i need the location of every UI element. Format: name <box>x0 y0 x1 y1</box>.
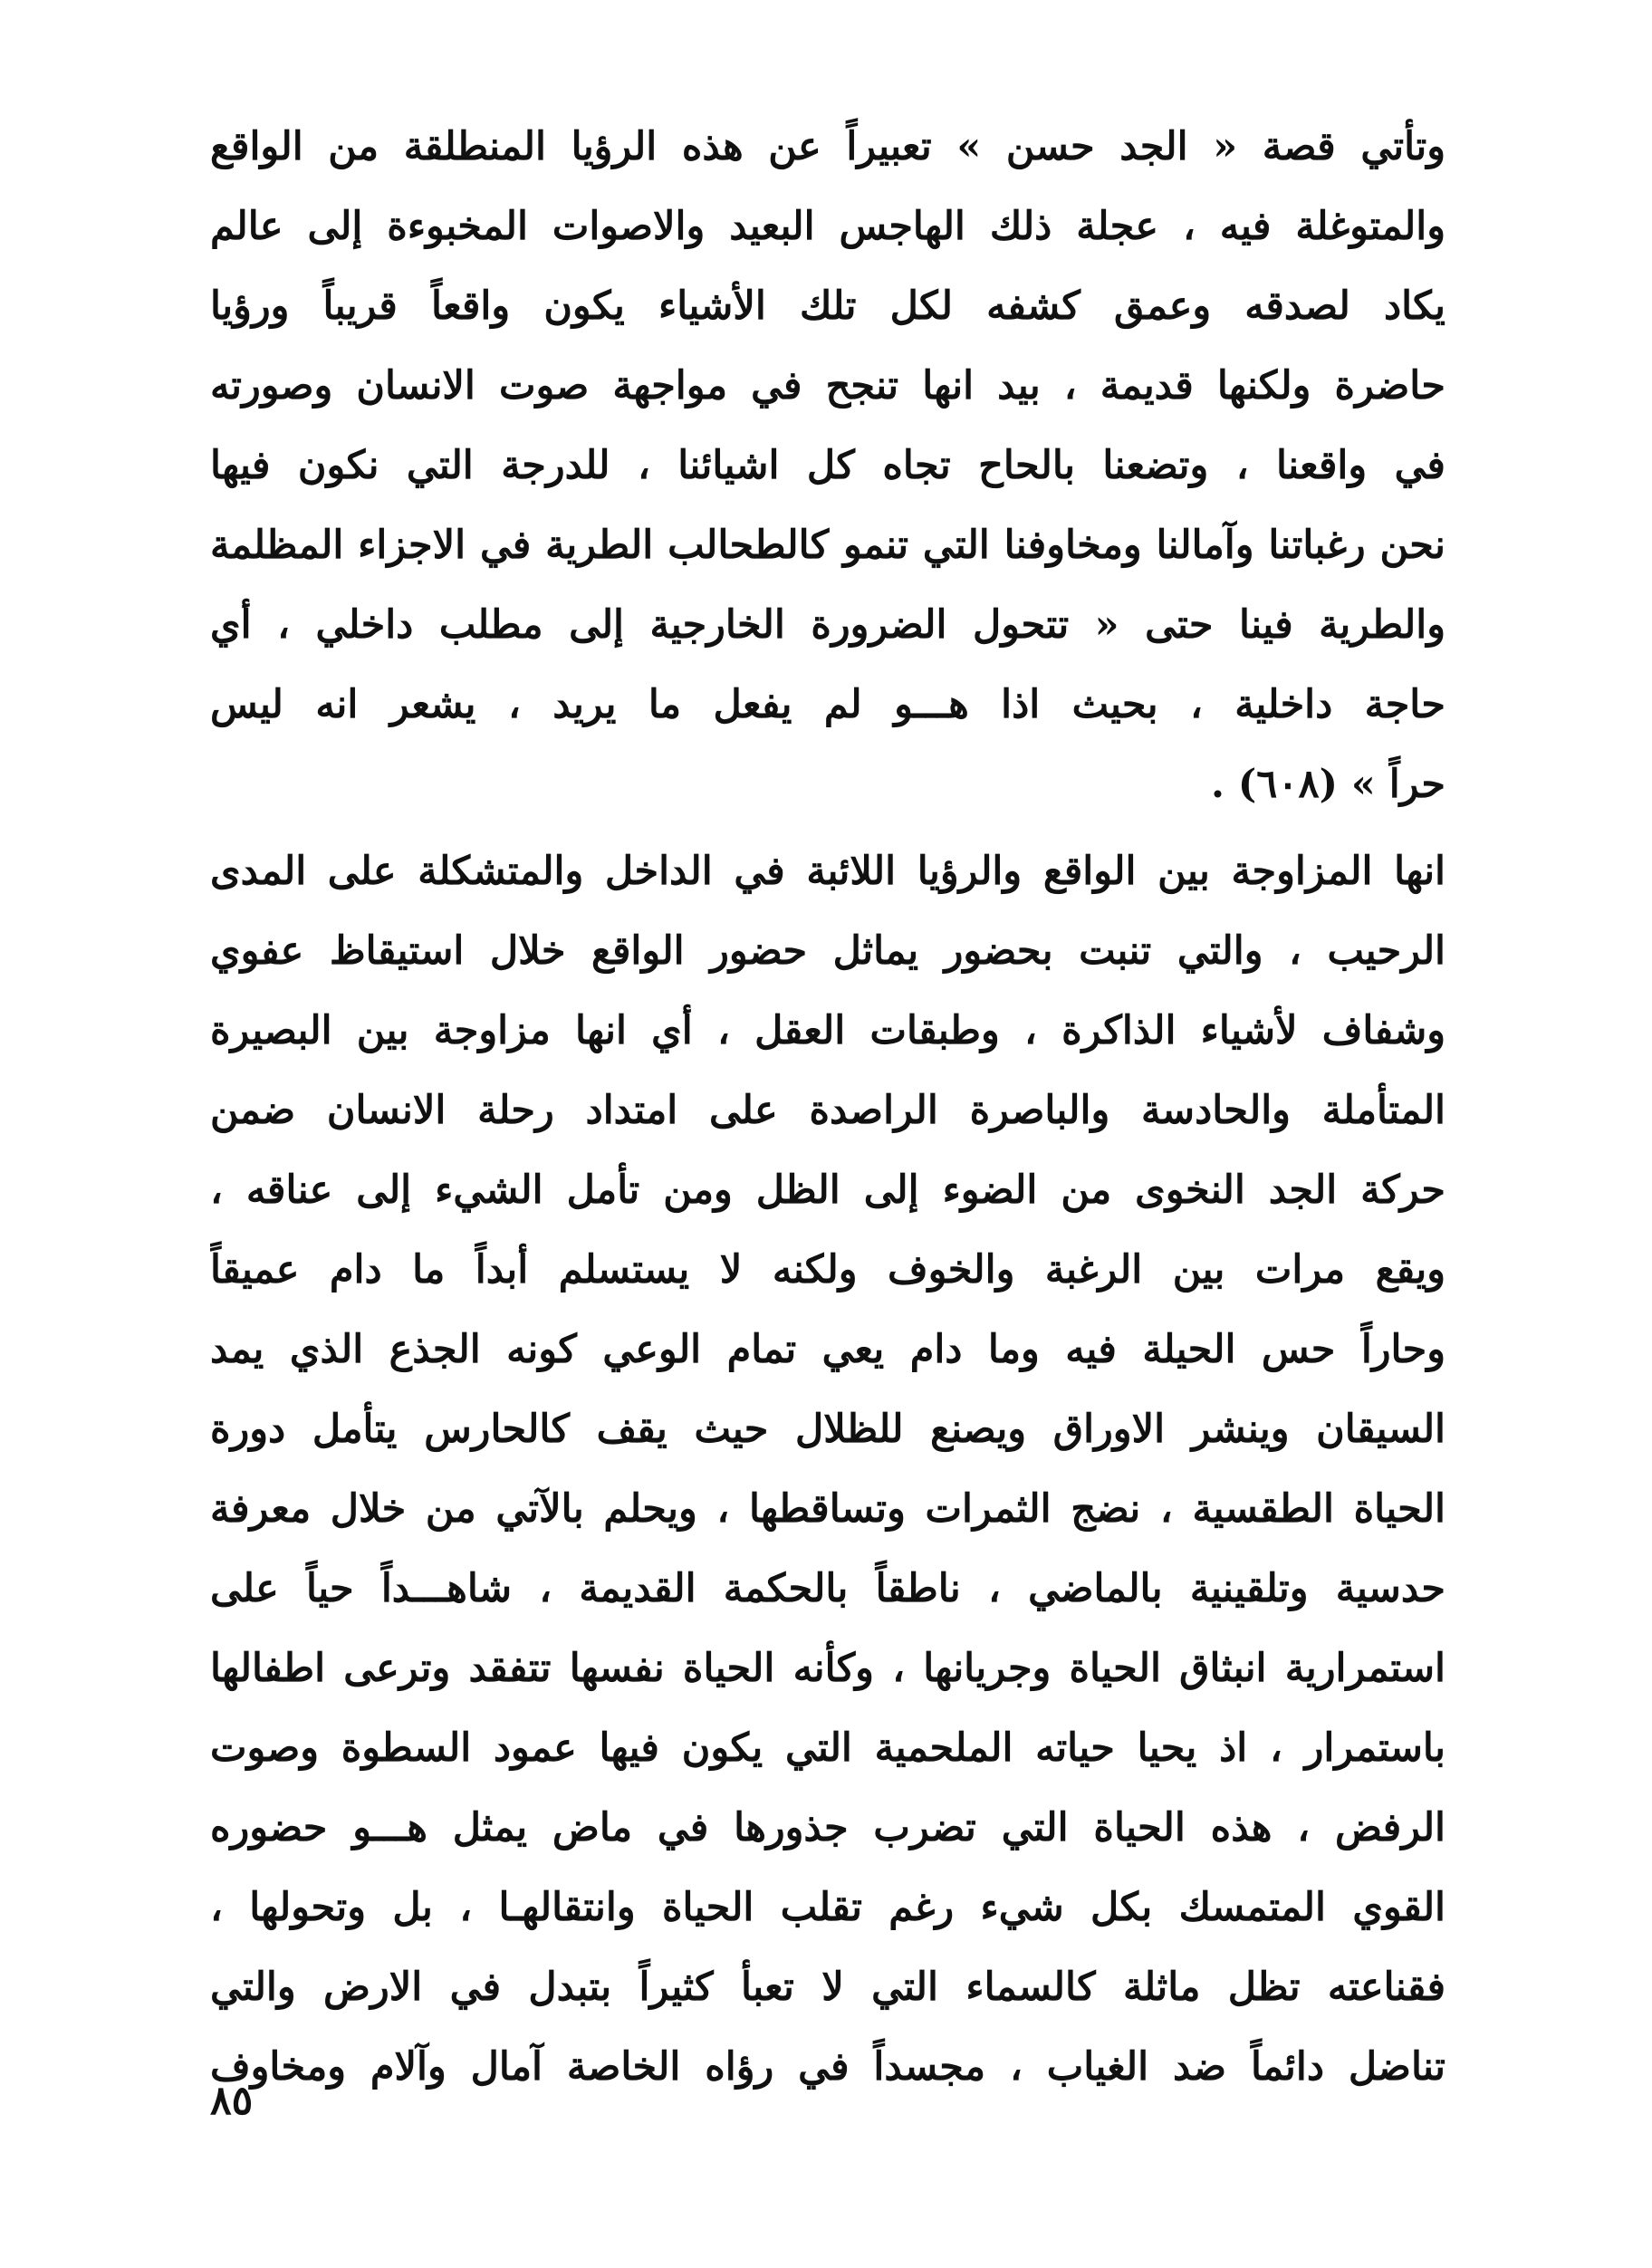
text-line: فقناعته تظل ماثلة كالسماء التي لا تعبأ كثيراً بتبدل في الارض والتي <box>210 1965 1446 2010</box>
text-line: حاجة داخلية ، بحيث اذا هـــو لم يفعل ما يريد ، يشعر انه ليس <box>210 682 1446 727</box>
text-line-final: حراً » (٦٠٨) . <box>1210 762 1446 807</box>
paragraph-1 <box>210 107 1446 824</box>
text-line: تناضل دائماً ضد الغياب ، مجسداً في رؤاه الخاصة آمال وآلام ومخاوف <box>210 2044 1446 2090</box>
page-number: ٨٥ <box>210 2078 254 2124</box>
text-line: انها المزاوجة بين الواقع والرؤيا اللائبة في الداخل والمتشكلة على المدى <box>210 849 1446 894</box>
text-line: باستمرار ، اذ يحيا حياته الملحمية التي يكون فيها عمود السطوة وصوت <box>210 1725 1446 1771</box>
text-line: وتأتي قصة « الجد حسن » تعبيراً عن هذه الرؤيا المنطلقة من الواقع <box>210 124 1446 169</box>
text-line: الرفض ، هذه الحياة التي تضرب جذورها في ماض يمثل هـــو حضوره <box>210 1805 1446 1850</box>
text-line: نحن رغباتنا وآمالنا ومخاوفنا التي تنمو كالطحالب الطرية في الاجزاء المظلمة <box>210 523 1446 568</box>
text-line: حركة الجد النخوى من الضوء إلى الظل ومن تأمل الشيء إلى عناقه ، <box>210 1168 1446 1213</box>
text-line: يكاد لصدقه وعمق كشفه لكل تلك الأشياء يكون واقعاً قريباً ورؤيا <box>210 284 1446 329</box>
text-line: الحياة الطقسية ، نضج الثمرات وتساقطها ، ويحلم بالآتي من خلال معرفة <box>210 1486 1446 1532</box>
text-line: ويقع مرات بين الرغبة والخوف ولكنه لا يستسلم أبداً ما دام عميقاً <box>210 1247 1446 1293</box>
text-line: والمتوغلة فيه ، عجلة ذلك الهاجس البعيد والاصوات المخبوءة إلى عالم <box>210 204 1446 249</box>
text-line: وشفاف لأشياء الذاكرة ، وطبقات العقل ، أي انها مزاوجة بين البصيرة <box>210 1008 1446 1053</box>
text-line: حدسية وتلقينية بالماضي ، ناطقاً بالحكمة القديمة ، شاهـــداً حياً على <box>210 1566 1446 1611</box>
text-line: السيقان وينشر الاوراق ويصنع للظلال حيث يقف كالحارس يتأمل دورة <box>210 1407 1446 1452</box>
text-line: المتأملة والحادسة والباصرة الراصدة على امتداد رحلة الانسان ضمن <box>210 1088 1446 1133</box>
text-line: في واقعنا ، وتضعنا بالحاح تجاه كل اشيائنا ، للدرجة التي نكون فيها <box>210 443 1446 488</box>
text-line: القوي المتمسك بكل شيء رغم تقلب الحياة وانتقالهـا ، بل وتحولها ، <box>210 1885 1446 1930</box>
text-line: والطرية فينا حتى « تتحول الضرورة الخارجية إلى مطلب داخلي ، أي <box>210 602 1446 648</box>
paragraph-2 <box>210 831 1446 2107</box>
text-line: الرحيب ، والتي تنبت بحضور يماثل حضور الواقع خلال استيقاظ عفوي <box>210 928 1446 974</box>
text-line: استمرارية انبثاق الحياة وجريانها ، وكأنه الحياة نفسها تتفقد وترعى اطفالها <box>210 1646 1446 1691</box>
text-line: وحاراً حس الحيلة فيه وما دام يعي تمام الوعي كونه الجذع الذي يمد <box>210 1327 1446 1372</box>
text-line: حاضرة ولكنها قديمة ، بيد انها تنجح في مواجهة صوت الانسان وصورته <box>210 363 1446 408</box>
